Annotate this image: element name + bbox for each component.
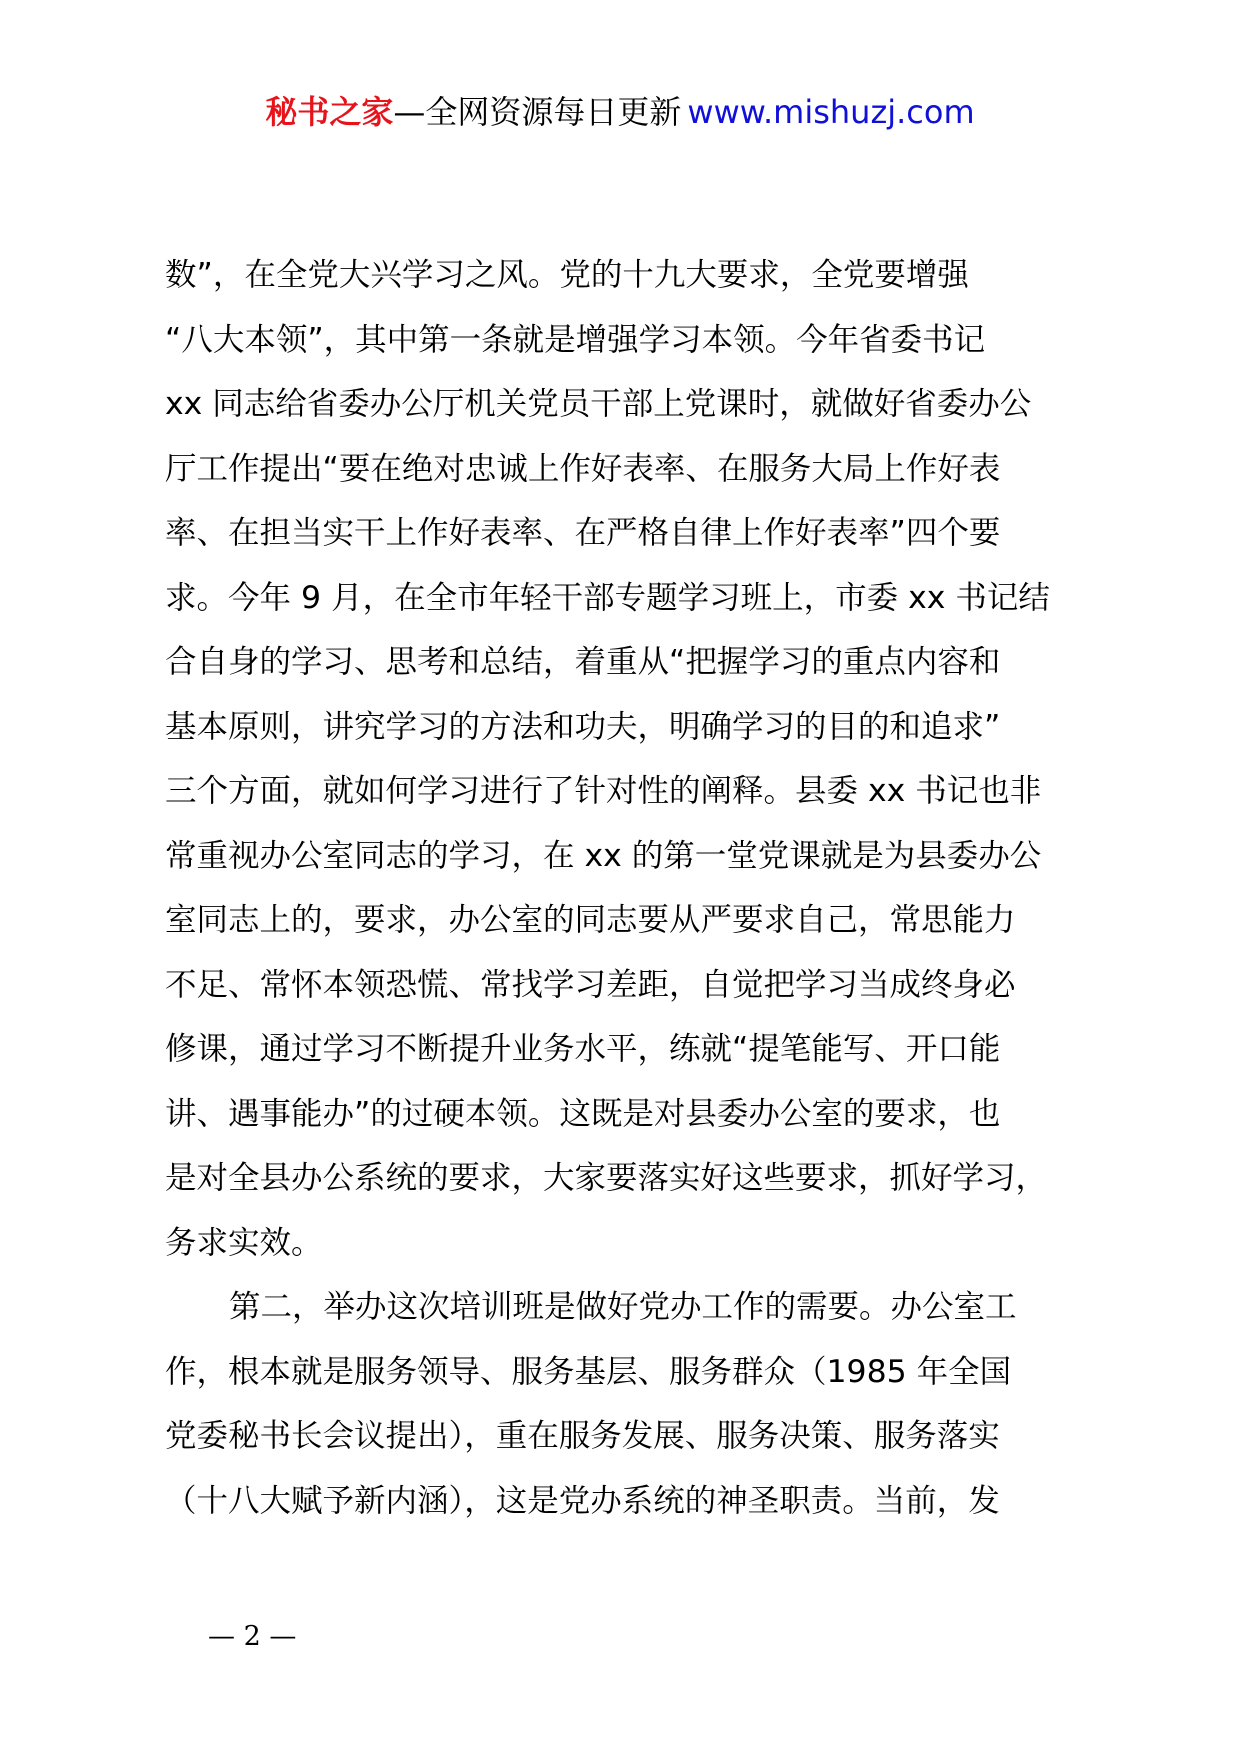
paragraph-start-line: 第二，举办这次培训班是做好党办工作的需要。办公室工: [229, 1289, 1017, 1325]
text-line: 室同志上的，要求，办公室的同志要从严要求自己，常思能力: [165, 902, 1016, 938]
page-header: [0, 92, 1240, 132]
text-line: xx 同志给省委办公厅机关党员干部上党课时，就做好省委办公: [165, 386, 1032, 422]
site-slogan: —全网资源每日更新: [393, 93, 682, 131]
site-url-link[interactable]: www.mishuzj.com: [687, 93, 975, 131]
document-body: [165, 243, 1085, 1533]
text-line: 务求实效。: [165, 1224, 323, 1261]
text-line: 作，根本就是服务领导、服务基层、服务群众（1985 年全国: [165, 1353, 1012, 1390]
text-line: 讲、遇事能办”的过硬本领。这既是对县委办公室的要求，也: [165, 1095, 1001, 1132]
text-line: 党委秘书长会议提出），重在服务发展、服务决策、服务落实: [165, 1418, 1000, 1454]
site-brand: 秘书之家: [265, 93, 394, 131]
text-line: “八大本领”，其中第一条就是增强学习本领。今年省委书记: [165, 321, 986, 358]
text-line: 修课，通过学习不断提升业务水平，练就“提笔能写、开口能: [165, 1031, 1001, 1067]
text-line: 常重视办公室同志的学习，在 xx 的第一堂党课就是为县委办公: [165, 837, 1042, 874]
text-line: （十八大赋予新内涵），这是党办系统的神圣职责。当前，发: [165, 1482, 1000, 1519]
text-line: 三个方面，就如何学习进行了针对性的阐释。县委 xx 书记也非: [165, 773, 1042, 809]
text-line: 率、在担当实干上作好表率、在严格自律上作好表率”四个要: [165, 515, 1001, 551]
text-line: 合自身的学习、思考和总结，着重从“把握学习的重点内容和: [165, 644, 1001, 680]
text-line: 不足、常怀本领恐慌、常找学习差距，自觉把学习当成终身必: [165, 966, 1016, 1003]
text-line: 求。今年 9 月，在全市年轻干部专题学习班上，市委 xx 书记结: [165, 579, 1050, 616]
text-line: 基本原则，讲究学习的方法和功夫，明确学习的目的和追求”: [165, 708, 1001, 745]
page-number: — 2 —: [208, 1621, 297, 1652]
text-line: 数”，在全党大兴学习之风。党的十九大要求，全党要增强: [165, 257, 969, 293]
text-line: 厅工作提出“要在绝对忠诚上作好表率、在服务大局上作好表: [165, 450, 1001, 487]
text-line: 是对全县办公系统的要求，大家要落实好这些要求，抓好学习，: [165, 1160, 1048, 1196]
